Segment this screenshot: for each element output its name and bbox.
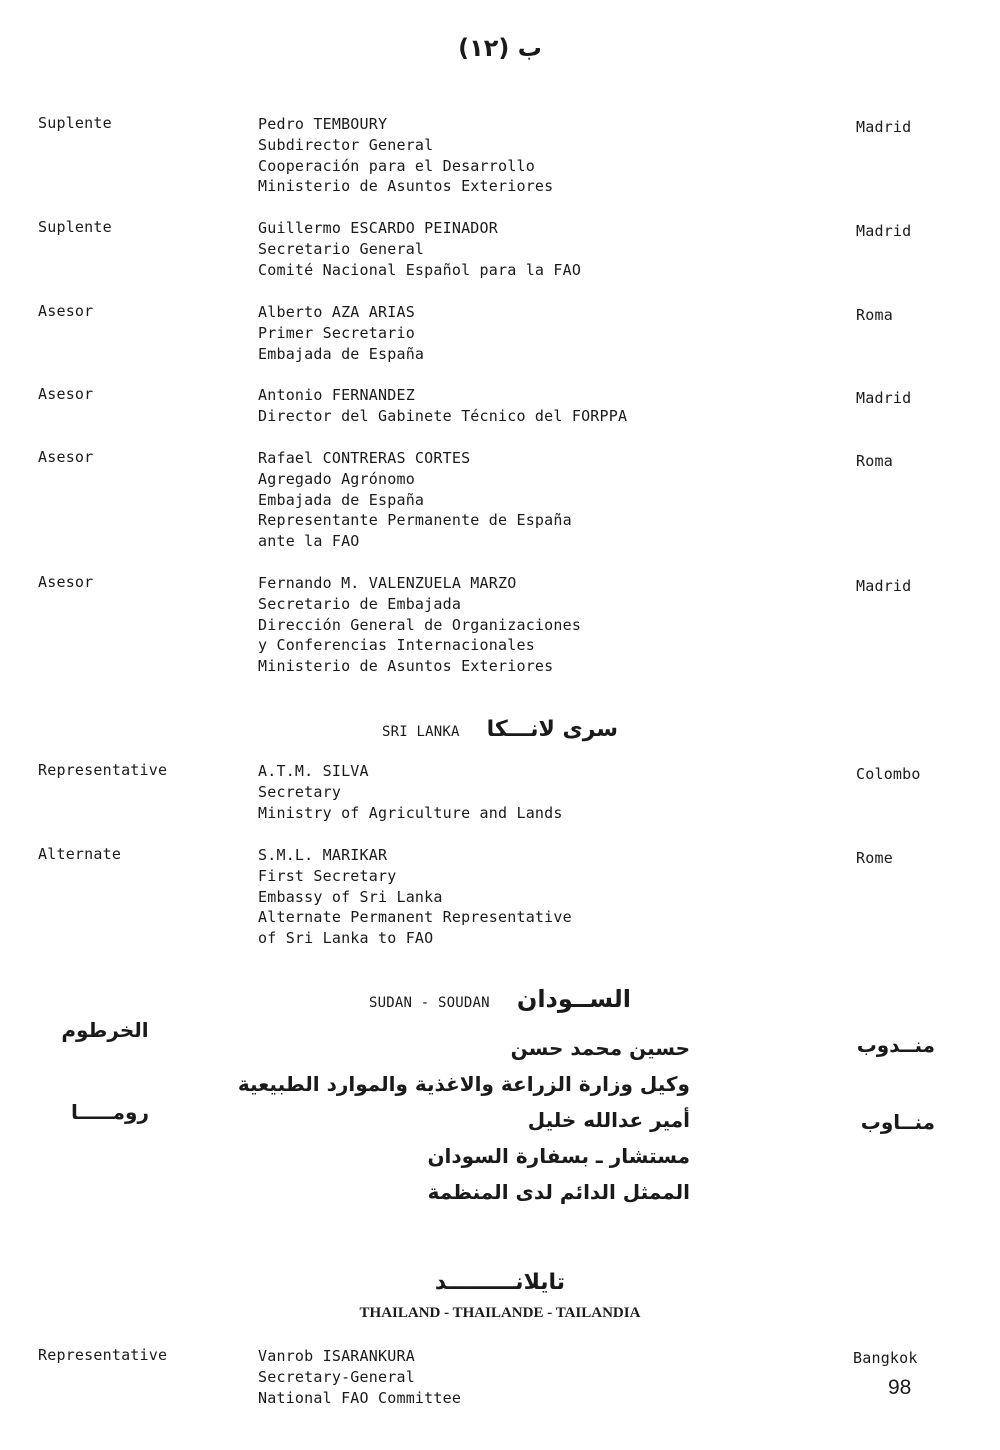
- delegate-details: [258, 302, 424, 364]
- delegate-line: Primer Secretario: [258, 323, 415, 342]
- country-name-arabic: سرى لانـــكا: [486, 717, 619, 742]
- delegate-role-arabic: منــدوب: [856, 1033, 935, 1057]
- delegate-line: Dirección General de Organizaciones: [258, 615, 582, 634]
- delegate-line: Rafael CONTRERAS CORTES: [258, 449, 471, 467]
- delegate-line: Director del Gabinete Técnico del FORPPA: [258, 406, 628, 425]
- delegate-city-arabic: الخرطوم: [61, 1018, 149, 1042]
- delegate-line: National FAO Committee: [258, 1388, 462, 1407]
- country-name: THAILAND - THAILANDE - TAILANDIA: [359, 1305, 641, 1321]
- delegate-line: Ministry of Agriculture and Lands: [258, 803, 563, 822]
- delegate-line-arabic: أمير عدالله خليل: [527, 1108, 690, 1132]
- delegate-details: [258, 845, 572, 949]
- delegate-line: of Sri Lanka to FAO: [258, 929, 434, 948]
- delegate-line-arabic: وكيل وزارة الزراعة والاغذية والموارد الطبيعية: [237, 1072, 690, 1096]
- delegate-line: Alberto AZA ARIAS: [258, 303, 415, 321]
- country-heading-thailand: [0, 1305, 1000, 1322]
- delegate-line-arabic: مستشار ـ بسفارة السودان: [427, 1144, 690, 1168]
- delegate-line: A.T.M. SILVA: [258, 762, 369, 780]
- delegate-line: y Conferencias Internacionales: [258, 636, 535, 655]
- delegate-city: Roma: [856, 306, 893, 324]
- delegate-line: Subdirector General: [258, 135, 434, 154]
- delegate-role: Asesor: [38, 302, 94, 320]
- delegate-city: Madrid: [856, 577, 912, 595]
- delegate-city: Colombo: [856, 765, 921, 783]
- delegate-role: Suplente: [38, 114, 112, 132]
- delegate-line: Guillermo ESCARDO PEINADOR: [258, 219, 498, 237]
- delegate-role: Asesor: [38, 448, 94, 466]
- delegate-role: Representative: [38, 761, 168, 779]
- delegate-line: Secretary: [258, 782, 342, 801]
- delegate-line: Ministerio de Asuntos Exteriores: [258, 177, 554, 196]
- delegate-details: [258, 385, 627, 427]
- delegate-role: Alternate: [38, 845, 122, 863]
- delegate-line: Agregado Agrónomo: [258, 469, 415, 488]
- delegate-line: Embajada de España: [258, 490, 425, 509]
- delegate-line-arabic: الممثل الدائم لدى المنظمة: [427, 1180, 690, 1204]
- delegate-city: Madrid: [856, 222, 912, 240]
- delegate-line: Pedro TEMBOURY: [258, 115, 388, 133]
- country-name: SUDAN - SOUDAN: [369, 995, 490, 1011]
- delegate-role: Representative: [38, 1346, 168, 1364]
- delegate-city: Bangkok: [853, 1349, 918, 1367]
- delegate-city: Madrid: [856, 118, 912, 136]
- delegate-details: [258, 1346, 461, 1408]
- delegate-city: Madrid: [856, 389, 912, 407]
- delegate-line: First Secretary: [258, 866, 397, 885]
- delegate-line: Comité Nacional Español para la FAO: [258, 260, 582, 279]
- delegate-details-arabic: [250, 1102, 690, 1210]
- delegate-line: Vanrob ISARANKURA: [258, 1347, 415, 1365]
- delegate-line: Secretario General: [258, 239, 425, 258]
- country-heading-sri-lanka: [0, 717, 1000, 742]
- delegate-role: Asesor: [38, 573, 94, 591]
- delegate-role: Suplente: [38, 218, 112, 236]
- delegate-details: [258, 114, 553, 197]
- delegate-line: ante la FAO: [258, 532, 360, 551]
- delegate-city: Roma: [856, 452, 893, 470]
- delegate-city-arabic: رومـــــا: [70, 1100, 150, 1124]
- delegate-line: Alternate Permanent Representative: [258, 908, 572, 927]
- country-name-arabic: الســودان: [516, 985, 631, 1013]
- delegate-details: [258, 448, 572, 552]
- delegate-line: S.M.L. MARIKAR: [258, 846, 388, 864]
- delegate-line: Ministerio de Asuntos Exteriores: [258, 657, 554, 676]
- delegate-details: [258, 761, 563, 823]
- page-header: ب (١٢): [458, 34, 542, 62]
- delegate-details: [258, 573, 581, 677]
- delegate-details-arabic: [237, 1030, 690, 1102]
- delegate-line: Secretario de Embajada: [258, 594, 462, 613]
- delegate-line: Cooperación para el Desarrollo: [258, 156, 535, 175]
- delegate-line: Fernando M. VALENZUELA MARZO: [258, 574, 517, 592]
- delegate-city: Rome: [856, 849, 893, 867]
- country-heading-sudan: [0, 985, 1000, 1013]
- delegate-details: [258, 218, 581, 280]
- delegate-role: Asesor: [38, 385, 94, 403]
- delegate-line: Secretary-General: [258, 1367, 415, 1386]
- country-name: SRI LANKA: [381, 724, 460, 740]
- country-name-arabic: تايلانـــــــــد: [434, 1270, 566, 1295]
- page-number: 98: [888, 1376, 912, 1399]
- delegate-line: Embassy of Sri Lanka: [258, 887, 443, 906]
- delegate-line-arabic: حسين محمد حسن: [510, 1036, 690, 1060]
- delegate-role-arabic: منــاوب: [860, 1110, 935, 1134]
- delegate-line: Antonio FERNANDEZ: [258, 386, 415, 404]
- delegate-line: Representante Permanente de España: [258, 511, 572, 530]
- delegate-line: Embajada de España: [258, 344, 425, 363]
